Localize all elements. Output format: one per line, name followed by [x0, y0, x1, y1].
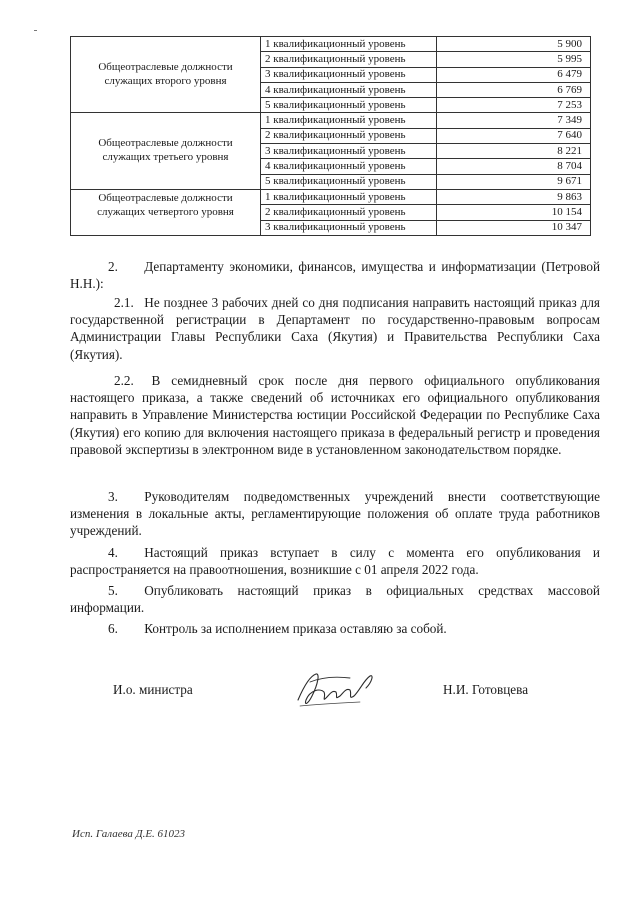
amount-cell: 9 671 — [437, 174, 591, 189]
level-cell: 2 квалификационный уровень — [261, 128, 437, 143]
level-cell: 4 квалификационный уровень — [261, 82, 437, 97]
level-cell: 2 квалификационный уровень — [261, 52, 437, 67]
paragraph-2-1: 2.1. Не позднее 3 рабочих дней со дня подписания направить настоящий приказ для государственной регистрации в Департамент по государственно-правовым вопросам Администрации Главы Республики Саха (Якутия) и Правительства Республики Саха (Якутия). — [70, 295, 600, 362]
paragraph-6: 6. Контроль за исполнением приказа оставляю за собой. — [108, 621, 447, 636]
level-cell: 3 квалификационный уровень — [261, 67, 437, 82]
amount-cell: 9 863 — [437, 189, 591, 204]
level-cell: 1 квалификационный уровень — [261, 113, 437, 128]
paragraph-4: 4. Настоящий приказ вступает в силу с момента его опубликования и распространяется на правоотношения, возникшие с 01 апреля 2022 года. — [70, 545, 600, 578]
level-cell: 3 квалификационный уровень — [261, 220, 437, 235]
level-cell: 4 квалификационный уровень — [261, 159, 437, 174]
amount-cell: 8 704 — [437, 159, 591, 174]
table-row — [71, 189, 591, 204]
amount-cell: 7 253 — [437, 98, 591, 113]
level-cell: 3 квалификационный уровень — [261, 144, 437, 159]
paragraph-2: 2. Департаменту экономики, финансов, имущества и информатизации (Петровой Н.Н.): — [70, 259, 600, 292]
handwritten-signature — [290, 666, 380, 712]
table-row — [71, 37, 591, 52]
amount-cell: 8 221 — [437, 144, 591, 159]
amount-cell: 7 640 — [437, 128, 591, 143]
scan-mark — [34, 30, 37, 31]
amount-cell: 7 349 — [437, 113, 591, 128]
level-cell: 2 квалификационный уровень — [261, 205, 437, 220]
amount-cell: 10 154 — [437, 205, 591, 220]
salary-table — [70, 36, 591, 236]
executor-note: Исп. Галаева Д.Е. 61023 — [72, 828, 186, 840]
paragraph-5: 5. Опубликовать настоящий приказ в официальных средствах массовой информации. — [70, 583, 600, 616]
paragraph-2-2: 2.2. В семидневный срок после дня первого официального опубликования настоящего приказа, а также сведений об источниках его официального опубликования направить в Управление Министерства юстиции Российской Федерации по Республике Саха (Якутия) его копию для включения настоящего приказа в федеральный регистр и проведения правовой экспертизы в электронном виде в установленном законодательством порядке. — [70, 373, 600, 457]
group-name-cell: Общеотраслевые должности служащих третьего уровня — [71, 113, 261, 189]
level-cell: 1 квалификационный уровень — [261, 37, 437, 52]
table-row — [71, 113, 591, 128]
amount-cell: 6 479 — [437, 67, 591, 82]
amount-cell: 5 900 — [437, 37, 591, 52]
level-cell: 1 квалификационный уровень — [261, 189, 437, 204]
level-cell: 5 квалификационный уровень — [261, 174, 437, 189]
signatory-position: И.о. министра — [113, 682, 193, 697]
group-name-cell: Общеотраслевые должности служащих второго уровня — [71, 37, 261, 113]
paragraph-3: 3. Руководителям подведомственных учреждений внести соответствующие изменения в локальные акты, регламентирующие положения об оплате труда работников учреждений. — [70, 489, 600, 539]
signatory-name: Н.И. Готовцева — [443, 682, 529, 697]
group-name-cell: Общеотраслевые должности служащих четвертого уровня — [71, 189, 261, 235]
level-cell: 5 квалификационный уровень — [261, 98, 437, 113]
amount-cell: 10 347 — [437, 220, 591, 235]
amount-cell: 5 995 — [437, 52, 591, 67]
amount-cell: 6 769 — [437, 82, 591, 97]
